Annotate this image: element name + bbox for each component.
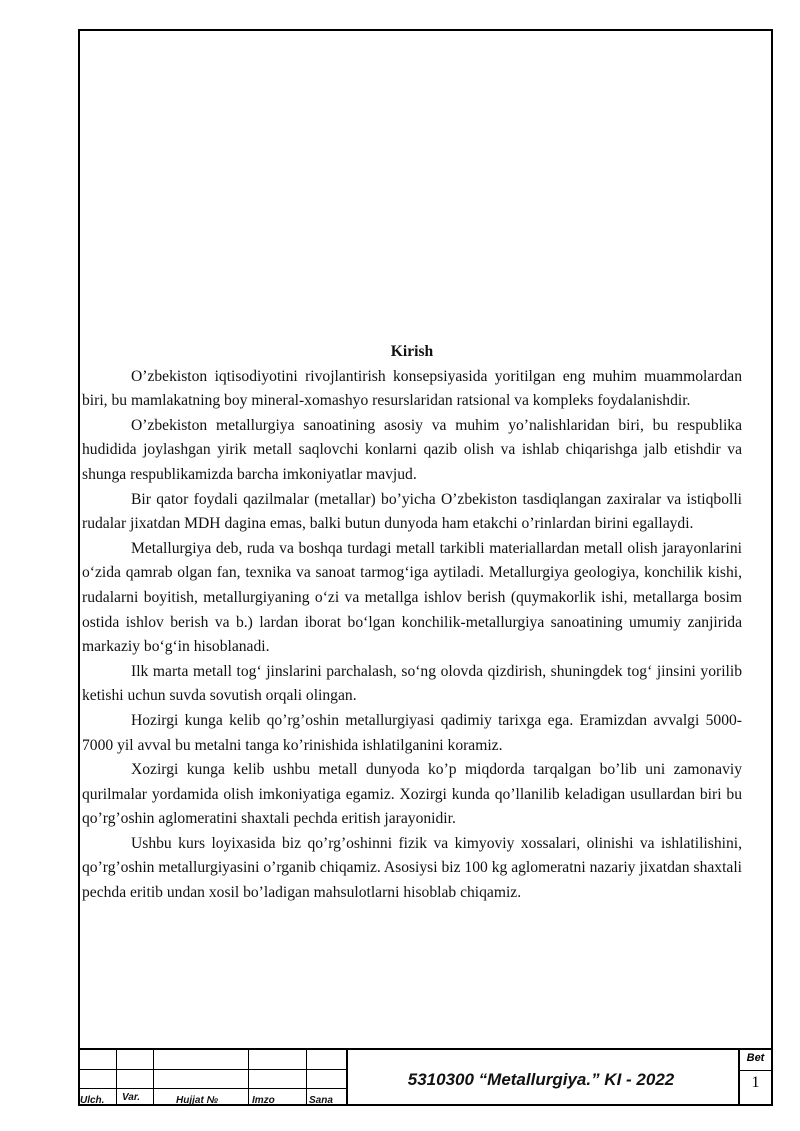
document-body: [82, 340, 742, 906]
stamp-row-line: [738, 1070, 773, 1071]
paragraph-1: O’zbekiston iqtisodiyotini rivojlantirish konsepsiyasida yoritilgan eng muhim muammolardan biri, bu mamlakatning boy mineral-xomashyo resurslaridan ratsional va kompleks foydalanishdir.: [82, 367, 742, 410]
paragraph-3: Bir qator foydali qazilmalar (metallar) bo’yicha O’zbekiston tasdiqlangan zaxiralar va istiqbolli rudalar jixatdan MDH dagina emas, balki butun dunyoda ham etakchi o’rinlardan birini egallaydi.: [82, 490, 742, 533]
stamp-col-line: [248, 1050, 249, 1106]
label-var: Var.: [122, 1092, 140, 1103]
label-hujjat: Hujjat №: [176, 1095, 219, 1106]
title-block-stamp: [78, 1048, 773, 1106]
stamp-col-line: [116, 1050, 117, 1106]
label-sana: Sana: [309, 1095, 333, 1106]
paragraph-2: O’zbekiston metallurgiya sanoatining asosiy va muhim yo’nalishlaridan biri, bu respublika hudidida joylashgan yirik metall saqlovchi konlarni qazib olish va ishlab chiqarishga jalb etishdir va shunga respublikamizda barcha imkoniyatlar mavjud.: [82, 416, 742, 483]
paragraph-4: Metallurgiya deb, ruda va boshqa turdagi metall tarkibli materiallardan metall olish jarayonlarini o‘zida qamrab olgan fan, texnika va sanoat tarmog‘iga aytiladi. Metallurgiya geologiya, konchilik kishi, rudalarni boyitish, metallurgiyaning o‘zi va metallga ishlov berish (quymakorlik ishi, metallarga bosim ostida ishlov berish va b.) lardan iborat bo‘lgan konchilik-metallurgiya sanoatining umumiy zanjirida markaziy bo‘g‘in hisoblanadi.: [82, 539, 742, 656]
paragraph-5: Ilk marta metall tog‘ jinslarini parchalash, so‘ng olovda qizdirish, shuningdek tog‘ jinsini yorilib ketishi uchun suvda sovutish orqali olingan.: [82, 662, 742, 705]
page-number: 1: [751, 1074, 760, 1091]
section-title: Kirish: [390, 343, 434, 360]
stamp-col-line: [306, 1050, 307, 1106]
sheet-label: Bet: [746, 1052, 765, 1064]
paragraph-7: Xozirgi kunga kelib ushbu metall dunyoda ko’p miqdorda tarqalgan bo’lib uni zamonaviy qurilmalar yordamida olish imkoniyatiga egamiz. Xozirgi kunda qo’llanilib keladigan usullardan biri bu qo’rg’oshin aglomeratini shaxtali pechda eritish jarayonidir.: [82, 761, 742, 828]
paragraph-8: Ushbu kurs loyixasida biz qo’rg’oshinni fizik va kimyoviy xossalari, olinishi va ishlatilishini, qo’rg’oshin metallurgiyasini o’rganib chiqamiz. Asosiysi biz 100 kg aglomeratni nazariy jixatdan shaxtali pechda eritib undan xosil bo’ladigan mahsulotlarni hisoblab chiqamiz.: [82, 834, 743, 902]
paragraph-6: Hozirgi kunga kelib qo’rg’oshin metallurgiyasi qadimiy tarixga ega. Eramizdan avvalgi 5000-7000 yil avval bu metalni tanga ko’rinishida ishlatilganini koramiz.: [82, 711, 742, 754]
document-code: 5310300 “Metallurgiya.” KI - 2022: [407, 1070, 675, 1089]
label-ulch: Ulch.: [80, 1095, 105, 1106]
label-imzo: Imzo: [252, 1095, 275, 1106]
stamp-col-line: [153, 1050, 154, 1106]
